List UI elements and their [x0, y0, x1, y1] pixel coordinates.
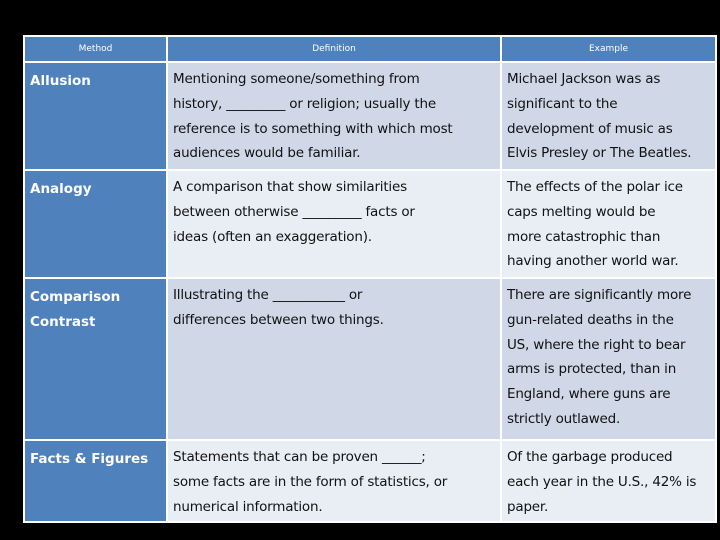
definition-text-line: differences between two things. — [173, 311, 384, 328]
method-text-line: Comparison — [30, 289, 121, 305]
method-cell — [24, 440, 167, 522]
header-definition: Definition — [167, 36, 501, 62]
method-text-line: Contrast — [30, 314, 96, 330]
table-row — [24, 62, 716, 170]
method-text-line: Analogy — [30, 181, 92, 197]
definition-cell — [167, 440, 501, 522]
definition-text-line: Statements that can be proven ______; — [173, 449, 426, 465]
definition-text-line: numerical information. — [173, 498, 323, 515]
example-text-line: caps melting would be — [507, 203, 656, 220]
header-method: Method — [24, 36, 167, 62]
method-cell — [24, 62, 167, 170]
example-cell — [501, 170, 716, 278]
example-text-line: There are significantly more — [507, 287, 692, 303]
example-text-line: Elvis Presley or The Beatles. — [507, 145, 692, 162]
example-text-line: strictly outlawed. — [507, 410, 621, 427]
definition-text-line: between otherwise _________ facts or — [173, 203, 415, 220]
example-cell — [501, 440, 716, 522]
example-text-line: Michael Jackson was as — [507, 71, 661, 87]
table-row — [24, 278, 716, 440]
method-text-line: Facts & Figures — [30, 451, 149, 467]
example-text-line: gun-related deaths in the — [507, 311, 674, 328]
example-text-line: Of the garbage produced — [507, 449, 673, 465]
definition-text-line: history, _________ or religion; usually the — [173, 95, 436, 112]
example-text-line: England, where guns are — [507, 386, 671, 403]
example-text-line: development of music as — [507, 120, 673, 137]
example-cell — [501, 278, 716, 440]
method-cell — [24, 278, 167, 440]
definition-text-line: ideas (often an exaggeration). — [173, 228, 372, 245]
definition-text-line: audiences would be familiar. — [173, 145, 361, 162]
table-row — [24, 170, 716, 278]
header-row — [24, 36, 716, 62]
example-text-line: paper. — [507, 498, 549, 515]
method-cell — [24, 170, 167, 278]
example-text-line: arms is protected, than in — [507, 361, 677, 378]
example-text-line: more catastrophic than — [507, 228, 661, 245]
definition-cell — [167, 278, 501, 440]
definition-cell — [167, 170, 501, 278]
header-example: Example — [501, 36, 716, 62]
method-text-line: Allusion — [30, 73, 91, 89]
example-text-line: The effects of the polar ice — [507, 179, 683, 195]
example-text-line: having another world war. — [507, 253, 679, 270]
example-cell — [501, 62, 716, 170]
example-text-line: each year in the U.S., 42% is — [507, 473, 697, 490]
example-text-line: significant to the — [507, 95, 618, 112]
definition-text-line: Mentioning someone/something from — [173, 71, 420, 87]
definition-text-line: A comparison that show similarities — [173, 179, 407, 195]
definition-text-line: some facts are in the form of statistics, or — [173, 473, 448, 490]
example-text-line: US, where the right to bear — [507, 336, 686, 353]
definition-text-line: Illustrating the ___________ or — [173, 287, 363, 303]
definition-cell — [167, 62, 501, 170]
definition-text-line: reference is to something with which most — [173, 120, 453, 137]
table-row — [24, 440, 716, 522]
methods-table — [23, 35, 717, 523]
